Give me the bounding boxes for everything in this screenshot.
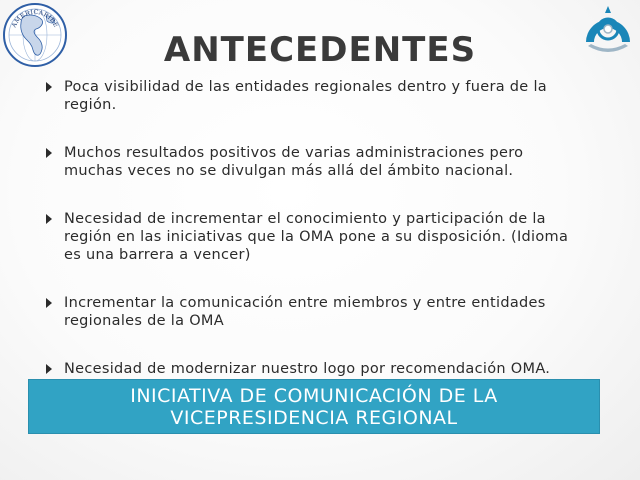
bullet-arrow-icon: [46, 82, 52, 92]
bullet-text: Muchos resultados positivos de varias administraciones pero muchas veces no se divulgan más allá del ámbito nacional.: [64, 145, 524, 179]
banner-line-2: VICEPRESIDENCIA REGIONAL: [170, 406, 458, 429]
bullet-item: [44, 78, 579, 114]
bullet-item: [44, 210, 579, 264]
logo-left-text: AMERICARIBE: [10, 8, 60, 29]
bullet-arrow-icon: [46, 214, 52, 224]
bullet-item: [44, 294, 579, 330]
initiative-banner: [28, 379, 600, 434]
bullet-item: [44, 360, 579, 378]
bullet-arrow-icon: [46, 298, 52, 308]
bullet-arrow-icon: [46, 148, 52, 158]
slide-title: ANTECEDENTES: [163, 30, 477, 70]
bullet-list: [44, 78, 579, 378]
bullet-text: Poca visibilidad de las entidades regionales dentro y fuera de la región.: [64, 79, 547, 113]
bullet-text: Necesidad de modernizar nuestro logo por recomendación OMA.: [64, 361, 551, 377]
bullet-text: Incrementar la comunicación entre miembros y entre entidades regionales de la OMA: [64, 295, 546, 329]
bullet-item: [44, 144, 579, 180]
bullet-arrow-icon: [46, 364, 52, 374]
banner-line-1: INICIATIVA DE COMUNICACIÓN DE LA: [130, 384, 498, 407]
bullet-text: Necesidad de incrementar el conocimiento y participación de la región en las iniciativas que la OMA pone a su disposición. (Idioma es una barrera a vencer): [64, 211, 569, 263]
